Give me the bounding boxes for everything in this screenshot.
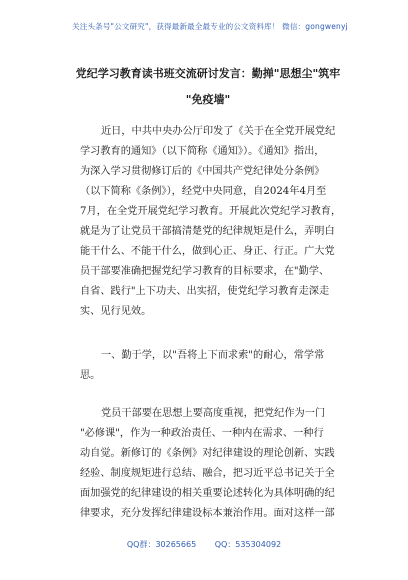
text-line: 实、见行见效。	[80, 306, 152, 317]
text-line: 学习教育的通知》（以下简称《通知》）。《通知》指出，	[80, 146, 325, 157]
text-line: 员干部要准确把握党纪学习教育的目标要求，在"勤学、	[80, 266, 330, 277]
section-heading-1	[80, 346, 340, 386]
footer-qq-group: QQ群：30265665	[126, 540, 197, 549]
text-line: 党员干部要在思想上要高度重视，把党纪作为一门	[101, 408, 326, 419]
text-line: 近日，中共中央办公厅印发了《关于在全党开展党纪	[101, 126, 336, 137]
footer-qq: QQ：535304092	[214, 540, 282, 549]
title-line-2: "免疫墙"	[185, 93, 231, 106]
title-line-1: 党纪学习教育读书班交流研讨发言：勤掸"思想尘"筑牢	[75, 67, 341, 80]
text-line: 律要求，充分发挥纪律建设标本兼治作用。面对这样一部	[80, 508, 335, 519]
text-line: 自省、践行"上下功夫、出实招，使党纪学习教育走深走	[80, 286, 330, 297]
text-line: 就是为了让党员干部搞清楚党的纪律规矩是什么，弄明白	[80, 226, 335, 237]
text-line: 思。	[80, 370, 101, 381]
text-line: 动自觉。新修订的《条例》对纪律建设的理论创新、实践	[80, 448, 335, 459]
text-line: （以下简称《条例》），经党中央同意，自2024年4月至	[80, 186, 327, 197]
text-line: 一、勤于学，以"吾将上下而求索"的耐心，常学常	[101, 350, 325, 361]
text-line: "必修课"，作为一种政治责任、一种内在需求、一种行	[80, 428, 324, 439]
paragraph-body	[80, 404, 340, 524]
footer-contact	[0, 539, 408, 550]
text-line: 能干什么、不能干什么，做到心正、身正、行正。广大党	[80, 246, 335, 257]
paragraph-intro	[80, 122, 340, 322]
text-line: 面加强党的纪律建设的相关重要论述转化为具体明确的纪	[80, 488, 335, 499]
text-line: 7月，在全党开展党纪学习教育。开展此次党纪学习教育，	[80, 206, 342, 217]
text-line: 为深入学习贯彻修订后的《中国共产党纪律处分条例》	[80, 166, 325, 177]
text-line: 经验、制度规矩进行总结、融合，把习近平总书记关于全	[80, 468, 335, 479]
header-note: 关注头条号"公文研究"，获得最新最全最专业的公文资料库！ 微信：gongwenyj	[72, 22, 348, 31]
